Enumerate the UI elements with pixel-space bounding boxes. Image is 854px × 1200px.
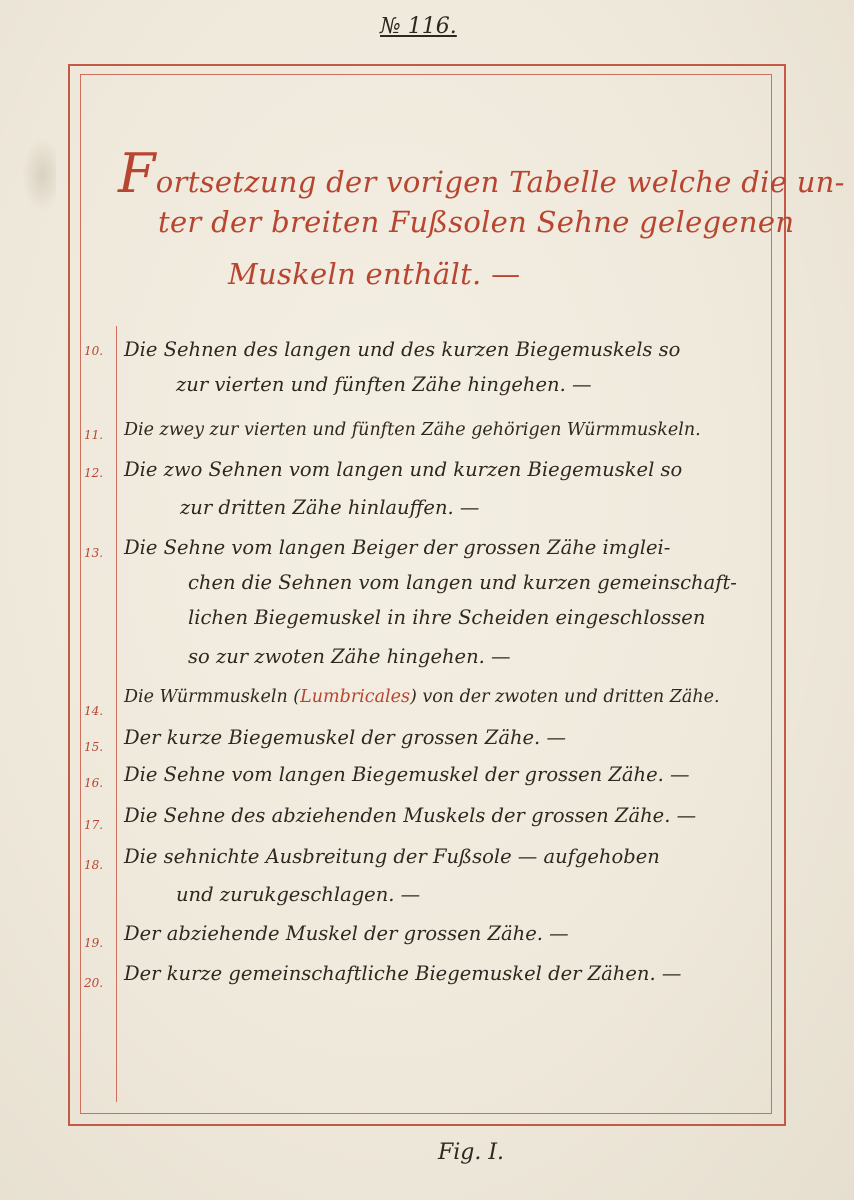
entry-line: zur dritten Zähe hinlauffen. — [180, 496, 480, 519]
entry-number: 12. [84, 466, 104, 480]
entry-line: und zurukgeschlagen. — [176, 883, 421, 906]
title-line-3: Muskeln enthält. — [228, 257, 521, 291]
entry-line: Die Sehne des abziehenden Muskels der grossen Zähe. — [124, 804, 697, 827]
entry-number: 14. [84, 704, 104, 718]
entry-number: 20. [84, 976, 104, 990]
entry-number: 10. [84, 344, 104, 358]
entry-line: Der kurze Biegemuskel der grossen Zähe. — [124, 726, 566, 749]
entry-text: ) von der zwoten und dritten Zähe. [409, 687, 720, 707]
entry-number: 15. [84, 740, 104, 754]
page-number: № 116. [380, 14, 457, 39]
margin-rule [116, 326, 117, 1102]
entry-line: zur vierten und fünften Zähe hingehen. — [176, 373, 592, 396]
entry-number: 16. [84, 776, 104, 790]
entry-text: Die Würmmuskeln ( [124, 687, 301, 707]
entry-line: so zur zwoten Zähe hingehen. — [188, 645, 511, 668]
entry-number: 13. [84, 546, 104, 560]
entry-line: Die Sehne vom langen Biegemuskel der grossen Zähe. — [124, 763, 690, 786]
entry-line: Die Sehnen des langen und des kurzen Biegemuskels so [124, 338, 681, 361]
entry-line: chen die Sehnen vom langen und kurzen gemeinschaft- [188, 571, 737, 594]
entry-number: 17. [84, 818, 104, 832]
entry-line: Der abziehende Muskel der grossen Zähe. — [124, 922, 569, 945]
latin-term: Lumbricales [300, 687, 410, 707]
entry-line: Die sehnichte Ausbreitung der Fußsole — aufgehoben [124, 845, 660, 868]
entry-number: 11. [84, 428, 104, 442]
entry-line: Der kurze gemeinschaftliche Biegemuskel der Zähen. — [124, 962, 682, 985]
entry-number: 18. [84, 858, 104, 872]
entry-line [124, 687, 720, 707]
entry-line: Die zwo Sehnen vom langen und kurzen Biegemuskel so [124, 458, 683, 481]
title-initial: F [118, 142, 156, 205]
entry-number: 19. [84, 936, 104, 950]
entry-line: Die Sehne vom langen Beiger der grossen Zähe imglei- [124, 536, 671, 559]
paper-stain [22, 138, 56, 212]
title-line-1-text: ortsetzung der vorigen Tabelle welche die un- [155, 165, 845, 199]
entry-line: lichen Biegemuskel in ihre Scheiden eingeschlossen [188, 606, 706, 629]
entry-line: Die zwey zur vierten und fünften Zähe gehörigen Würmmuskeln. [124, 420, 701, 440]
title-line-2: ter der breiten Fußsolen Sehne gelegenen [158, 205, 795, 239]
figure-mark: Fig. I. [438, 1140, 505, 1165]
